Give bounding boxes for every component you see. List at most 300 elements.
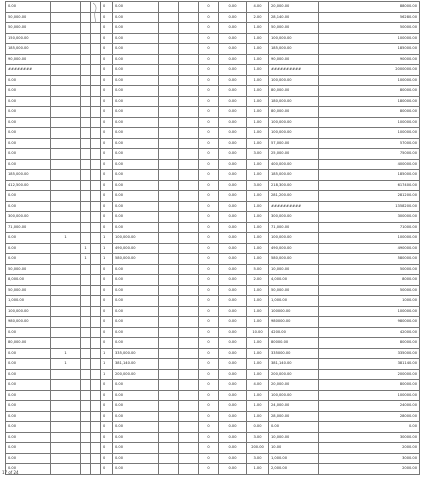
table-row <box>6 432 420 443</box>
table-cell <box>91 138 101 149</box>
table-cell <box>159 86 179 97</box>
table-cell: 0 <box>101 453 113 464</box>
table-cell: 3000.00 <box>319 453 420 464</box>
table-cell <box>51 212 81 223</box>
table-cell <box>91 432 101 443</box>
pen-mark <box>92 2 98 24</box>
table-cell <box>91 201 101 212</box>
table-cell: 0 <box>101 65 113 76</box>
table-cell <box>81 443 91 454</box>
table-cell: 0.00 <box>219 23 247 34</box>
table-cell <box>179 233 199 244</box>
table-cell: 185000.00 <box>319 170 420 181</box>
table-cell <box>51 128 81 139</box>
table-cell <box>91 128 101 139</box>
table-cell <box>91 149 101 160</box>
table-cell: 71,000.00 <box>269 222 319 233</box>
table-cell: 5.00 <box>247 264 269 275</box>
table-cell: 0.00 <box>6 191 51 202</box>
table-cell <box>159 2 179 13</box>
table-cell: 0 <box>101 285 113 296</box>
table-cell: 0.00 <box>6 422 51 433</box>
table-cell <box>51 201 81 212</box>
table-cell: 0.00 <box>219 275 247 286</box>
table-cell <box>179 33 199 44</box>
table-row <box>6 65 420 76</box>
table-cell: 490,000.00 <box>269 243 319 254</box>
table-cell <box>91 23 101 34</box>
table-cell <box>81 12 91 23</box>
table-cell: 185000.00 <box>319 44 420 55</box>
table-cell <box>91 380 101 391</box>
table-cell <box>81 128 91 139</box>
table-cell <box>51 107 81 118</box>
table-cell: 381,140.00 <box>269 359 319 370</box>
table-cell: 0.00 <box>6 411 51 422</box>
table-cell: 0.00 <box>113 380 159 391</box>
table-cell <box>51 327 81 338</box>
table-cell: 0.00 <box>6 86 51 97</box>
table-cell <box>51 54 81 65</box>
table-cell: 4.00 <box>247 380 269 391</box>
table-cell: 1 <box>101 348 113 359</box>
table-cell: 1.00 <box>247 212 269 223</box>
table-row <box>6 390 420 401</box>
table-cell: 400,000.00 <box>269 159 319 170</box>
table-row <box>6 306 420 317</box>
table-row <box>6 359 420 370</box>
table-cell: 28,140.00 <box>269 12 319 23</box>
table-row <box>6 44 420 55</box>
table-cell: 80,000.00 <box>269 107 319 118</box>
table-cell <box>91 222 101 233</box>
table-cell: 0.00 <box>6 432 51 443</box>
table-cell: 80000.00 <box>269 338 319 349</box>
table-cell: 381140.00 <box>319 359 420 370</box>
table-cell <box>179 191 199 202</box>
table-cell <box>179 296 199 307</box>
table-cell: 3.00 <box>247 180 269 191</box>
table-cell: 3.00 <box>247 149 269 160</box>
table-cell: 0 <box>101 33 113 44</box>
table-cell: 0 <box>199 23 219 34</box>
table-cell: 0.00 <box>113 23 159 34</box>
table-cell: 335,000.00 <box>113 348 159 359</box>
table-cell: 0 <box>101 432 113 443</box>
table-cell <box>81 44 91 55</box>
table-cell: 0.00 <box>113 117 159 128</box>
table-cell: 0.00 <box>219 348 247 359</box>
table-cell <box>91 453 101 464</box>
table-cell <box>51 254 81 265</box>
table-row <box>6 86 420 97</box>
table-cell: 0 <box>101 411 113 422</box>
table-cell <box>91 306 101 317</box>
table-cell <box>159 275 179 286</box>
table-cell: 0 <box>101 327 113 338</box>
table-cell: 0.00 <box>219 432 247 443</box>
table-cell <box>159 453 179 464</box>
table-cell: 25,000.00 <box>269 149 319 160</box>
table-cell: 0.00 <box>6 159 51 170</box>
table-cell: 0.00 <box>219 138 247 149</box>
table-cell: 1 <box>81 254 91 265</box>
table-cell <box>51 296 81 307</box>
table-cell <box>91 159 101 170</box>
table-cell: 0 <box>101 23 113 34</box>
table-cell: 0 <box>199 338 219 349</box>
table-cell <box>81 65 91 76</box>
table-row <box>6 380 420 391</box>
table-cell: 1.00 <box>247 33 269 44</box>
table-cell: 980000.00 <box>269 317 319 328</box>
table-cell: 0.00 <box>113 107 159 118</box>
table-row <box>6 149 420 160</box>
table-cell: 0 <box>199 348 219 359</box>
table-cell: 0 <box>199 44 219 55</box>
table-cell: 100000.00 <box>269 306 319 317</box>
table-cell: 0 <box>101 128 113 139</box>
table-cell <box>81 86 91 97</box>
table-cell <box>159 327 179 338</box>
table-cell: 50,000.00 <box>6 12 51 23</box>
table-cell <box>179 443 199 454</box>
table-cell: 100,000.00 <box>269 390 319 401</box>
table-row <box>6 254 420 265</box>
table-cell <box>51 12 81 23</box>
table-cell <box>81 212 91 223</box>
table-body <box>6 2 420 475</box>
table-cell: 57,000.00 <box>269 138 319 149</box>
table-cell: 2000000.00 <box>319 65 420 76</box>
table-cell: 0 <box>199 75 219 86</box>
table-cell: 1.00 <box>247 233 269 244</box>
table-cell: 50,000.00 <box>269 285 319 296</box>
table-cell <box>81 117 91 128</box>
table-cell <box>91 86 101 97</box>
table-cell: ########## <box>269 65 319 76</box>
table-cell <box>51 317 81 328</box>
table-cell: 0.00 <box>6 128 51 139</box>
table-cell: 0.00 <box>219 233 247 244</box>
table-cell: 1 <box>51 233 81 244</box>
table-cell: 2000.00 <box>319 443 420 454</box>
table-cell: 80000.00 <box>319 107 420 118</box>
table-cell <box>81 422 91 433</box>
table-cell <box>51 75 81 86</box>
table-cell: 0 <box>199 243 219 254</box>
table-row <box>6 296 420 307</box>
table-cell: 0 <box>101 180 113 191</box>
table-cell <box>81 453 91 464</box>
table-cell: 0.00 <box>219 306 247 317</box>
table-cell: 0.00 <box>219 254 247 265</box>
table-cell: 150,000.00 <box>6 33 51 44</box>
table-cell: 1.00 <box>247 44 269 55</box>
table-cell: 10.00 <box>247 327 269 338</box>
table-cell: 2,000.00 <box>269 464 319 475</box>
table-cell: 80000.00 <box>319 380 420 391</box>
table-cell: 100000.00 <box>319 306 420 317</box>
table-cell <box>179 369 199 380</box>
table-cell <box>179 54 199 65</box>
table-cell <box>91 390 101 401</box>
table-cell: 0 <box>101 380 113 391</box>
table-cell: 580,000.00 <box>269 254 319 265</box>
table-cell: 0.00 <box>113 327 159 338</box>
table-cell: 0.00 <box>219 369 247 380</box>
table-cell <box>159 201 179 212</box>
table-cell: 0.00 <box>113 443 159 454</box>
table-cell: 0 <box>199 54 219 65</box>
table-cell: 90000.00 <box>319 54 420 65</box>
table-row <box>6 201 420 212</box>
table-cell: 0.00 <box>219 453 247 464</box>
table-cell: 0 <box>199 96 219 107</box>
table-cell: 1.00 <box>247 254 269 265</box>
table-row <box>6 443 420 454</box>
table-cell: 0.00 <box>6 380 51 391</box>
table-cell: 10.00 <box>269 443 319 454</box>
table-cell <box>179 128 199 139</box>
table-cell: 0 <box>101 443 113 454</box>
table-cell: 0.00 <box>219 201 247 212</box>
table-cell: 0 <box>101 422 113 433</box>
table-cell: 0.00 <box>113 44 159 55</box>
table-cell: 0.00 <box>219 212 247 223</box>
table-cell: 0.00 <box>113 464 159 475</box>
table-cell <box>159 348 179 359</box>
table-cell: 4.00 <box>247 2 269 13</box>
table-cell: 3.00 <box>247 432 269 443</box>
table-cell <box>159 359 179 370</box>
table-cell <box>51 422 81 433</box>
table-cell: 2.00 <box>247 12 269 23</box>
table-cell <box>159 338 179 349</box>
table-cell: 1.00 <box>247 65 269 76</box>
table-cell: 2000.00 <box>319 464 420 475</box>
table-cell: 0 <box>101 264 113 275</box>
table-cell: 0.00 <box>6 96 51 107</box>
table-cell: 1.00 <box>247 306 269 317</box>
table-cell: 0.00 <box>219 317 247 328</box>
table-cell: 0 <box>199 317 219 328</box>
table-row <box>6 369 420 380</box>
table-cell: 980000.00 <box>319 317 420 328</box>
table-cell: 0.00 <box>219 159 247 170</box>
table-cell <box>159 432 179 443</box>
table-cell <box>81 264 91 275</box>
table-row <box>6 243 420 254</box>
table-cell: 3.00 <box>247 453 269 464</box>
table-cell: 1.00 <box>247 317 269 328</box>
table-row <box>6 138 420 149</box>
table-cell: 8000.00 <box>319 275 420 286</box>
table-cell: 0.00 <box>113 149 159 160</box>
table-cell: 100000.00 <box>319 33 420 44</box>
table-cell: 71,000.00 <box>6 222 51 233</box>
table-cell <box>81 233 91 244</box>
table-cell: 0.00 <box>113 411 159 422</box>
table-cell <box>159 317 179 328</box>
table-cell: 0 <box>199 117 219 128</box>
table-cell: 185,000.00 <box>269 44 319 55</box>
table-cell: 281200.00 <box>319 191 420 202</box>
table-row <box>6 285 420 296</box>
table-cell: 0 <box>101 212 113 223</box>
table-cell: 0.00 <box>219 44 247 55</box>
table-cell <box>179 107 199 118</box>
table-cell: 0.00 <box>113 432 159 443</box>
table-cell: 1.00 <box>247 285 269 296</box>
table-cell <box>51 275 81 286</box>
table-cell: 0 <box>199 275 219 286</box>
table-cell: 0 <box>199 432 219 443</box>
table-cell: 0 <box>199 212 219 223</box>
table-cell <box>81 191 91 202</box>
table-cell: 75000.00 <box>319 149 420 160</box>
table-cell: 180,000.00 <box>269 96 319 107</box>
table-cell: 0.00 <box>113 180 159 191</box>
table-cell: 0.00 <box>219 422 247 433</box>
table-cell <box>179 401 199 412</box>
table-cell <box>51 2 81 13</box>
table-cell: 0.00 <box>113 453 159 464</box>
table-cell: 8,000.00 <box>6 275 51 286</box>
table-cell: 0.00 <box>219 128 247 139</box>
table-cell: 100,000.00 <box>269 75 319 86</box>
table-cell: 0 <box>199 453 219 464</box>
table-cell <box>81 411 91 422</box>
table-cell: 0.00 <box>113 422 159 433</box>
table-cell <box>51 180 81 191</box>
table-cell: 1.00 <box>247 201 269 212</box>
table-row <box>6 180 420 191</box>
table-cell <box>51 432 81 443</box>
table-cell: 0.00 <box>113 390 159 401</box>
table-cell <box>51 65 81 76</box>
table-cell: 0 <box>199 401 219 412</box>
table-cell <box>51 390 81 401</box>
table-cell: 281,200.00 <box>269 191 319 202</box>
table-cell: 1.00 <box>247 464 269 475</box>
table-cell <box>91 65 101 76</box>
table-cell: 100000.00 <box>319 128 420 139</box>
table-cell: 1.00 <box>247 159 269 170</box>
table-cell <box>179 317 199 328</box>
table-cell: 0 <box>199 149 219 160</box>
table-cell <box>179 254 199 265</box>
table-cell: 28,000.00 <box>269 411 319 422</box>
table-cell: 0.00 <box>219 327 247 338</box>
table-cell: 0.00 <box>113 75 159 86</box>
table-row <box>6 233 420 244</box>
table-cell <box>159 54 179 65</box>
table-cell: 0.00 <box>219 12 247 23</box>
table-cell <box>179 96 199 107</box>
table-cell <box>51 443 81 454</box>
table-cell <box>81 401 91 412</box>
table-cell: 100,000.00 <box>269 128 319 139</box>
table-cell: 50,000.00 <box>6 264 51 275</box>
table-cell <box>159 212 179 223</box>
table-cell: 0 <box>199 86 219 97</box>
table-cell: 0 <box>199 264 219 275</box>
table-cell: 0.00 <box>6 443 51 454</box>
table-cell <box>159 306 179 317</box>
table-cell <box>91 422 101 433</box>
table-cell: 0.00 <box>6 327 51 338</box>
table-cell <box>91 191 101 202</box>
table-cell: 335000.00 <box>319 348 420 359</box>
table-cell: 0.00 <box>6 401 51 412</box>
table-cell <box>51 86 81 97</box>
table-cell <box>159 264 179 275</box>
table-cell: 185,000.00 <box>6 44 51 55</box>
table-cell <box>81 23 91 34</box>
table-cell: 50000.00 <box>319 285 420 296</box>
table-cell <box>81 306 91 317</box>
table-cell: 1.00 <box>247 128 269 139</box>
table-cell <box>179 138 199 149</box>
table-row <box>6 128 420 139</box>
table-cell: 1 <box>101 369 113 380</box>
table-cell <box>179 212 199 223</box>
table-cell: 0 <box>101 306 113 317</box>
table-cell <box>179 23 199 34</box>
table-cell: 0 <box>101 96 113 107</box>
table-cell: 0.00 <box>219 2 247 13</box>
table-cell <box>91 348 101 359</box>
table-cell: 1.00 <box>247 117 269 128</box>
table-cell: 0.00 <box>219 296 247 307</box>
table-cell: 0 <box>199 222 219 233</box>
table-cell: 0 <box>101 107 113 118</box>
table-cell: 0 <box>199 233 219 244</box>
table-cell <box>91 117 101 128</box>
table-cell: 100000.00 <box>319 390 420 401</box>
table-cell: 0.00 <box>219 222 247 233</box>
table-row <box>6 348 420 359</box>
table-cell: 80,000.00 <box>6 338 51 349</box>
table-cell: 381,140.00 <box>113 359 159 370</box>
table-cell: 0 <box>101 44 113 55</box>
table-cell <box>81 348 91 359</box>
table-cell <box>179 285 199 296</box>
table-cell <box>159 149 179 160</box>
table-cell <box>159 180 179 191</box>
table-cell: 0.00 <box>219 96 247 107</box>
table-cell: 980,000.00 <box>6 317 51 328</box>
table-cell <box>81 296 91 307</box>
table-cell <box>91 254 101 265</box>
table-cell: 0.00 <box>6 233 51 244</box>
table-cell: 0.00 <box>269 422 319 433</box>
table-cell <box>51 243 81 254</box>
table-cell <box>81 359 91 370</box>
table-cell: 100000.00 <box>319 75 420 86</box>
table-cell <box>159 422 179 433</box>
table-cell <box>179 338 199 349</box>
table-cell <box>91 369 101 380</box>
table-cell: ########## <box>269 201 319 212</box>
table-cell: 185,000.00 <box>6 170 51 181</box>
table-cell: 30000.00 <box>319 432 420 443</box>
table-cell: 90,000.00 <box>269 54 319 65</box>
table-cell: 0.00 <box>219 149 247 160</box>
table-cell: 0.00 <box>247 422 269 433</box>
table-cell: 0.00 <box>219 75 247 86</box>
